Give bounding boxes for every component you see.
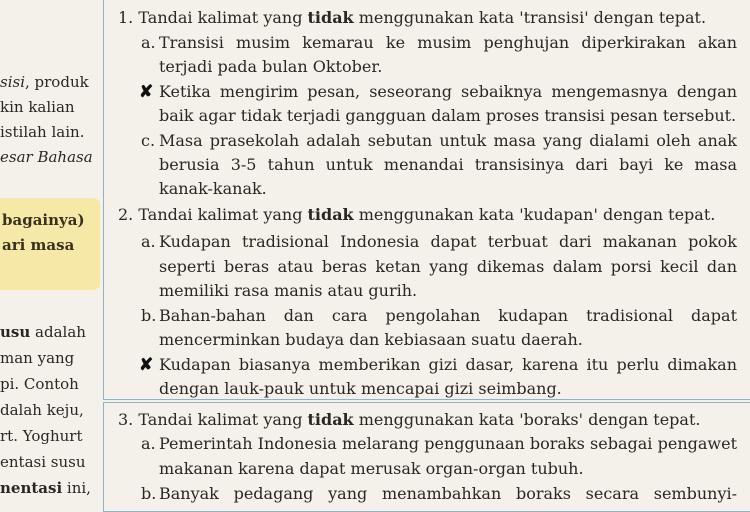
- question-1-prompt-after: menggunakan kata 'transisi' dengan tepat.: [353, 8, 707, 27]
- q2-option-a-line-3: memiliki rasa manis atau gurih.: [159, 281, 418, 300]
- callout-line-2: ari masa: [2, 236, 75, 254]
- left-lower-line-4: dalah keju,: [0, 401, 84, 419]
- left-lower-line-2: man yang: [0, 349, 75, 367]
- q2-option-c-line-1: Kudapan biasanya memberikan gizi dasar, karena itu perlu dimakan: [159, 355, 737, 374]
- left-line-1-italic: sisi: [0, 73, 25, 91]
- question-2-prompt-after: menggunakan kata 'kudapan' dengan tepat.: [353, 205, 716, 224]
- left-lower-line-1: usu adalah: [0, 323, 86, 341]
- callout-box: [0, 198, 100, 290]
- q1-option-c-line-2: berusia 3-5 tahun untuk menandai transisinya dari bayi ke masa: [159, 155, 737, 174]
- left-column: [0, 0, 100, 500]
- left-line-4: esar Bahasa: [0, 148, 93, 166]
- q1-option-a-marker: a.: [141, 33, 156, 52]
- q1-option-b-line-1: Ketika mengirim pesan, seseorang sebaiknya mengemasnya dengan: [159, 82, 737, 101]
- q1-option-b-line-2: baik agar tidak terjadi gangguan dalam proses transisi pesan tersebut.: [159, 106, 737, 125]
- question-2-prompt-bold: tidak: [307, 205, 354, 224]
- q1-option-c-marker: c.: [141, 131, 156, 150]
- q2-option-a-line-2: seperti beras atau beras ketan yang dikemas dalam porsi kecil dan: [159, 257, 737, 276]
- q3-option-b-line-1: Banyak pedagang yang menambahkan boraks secara sembunyi-: [159, 484, 737, 503]
- question-3-prompt-after: menggunakan kata 'boraks' dengan tepat.: [353, 410, 701, 429]
- q3-option-a-marker: a.: [141, 434, 156, 453]
- q3-option-a-line-1: Pemerintah Indonesia melarang penggunaan boraks sebagai pengawet: [159, 434, 737, 453]
- question-1-prompt: [118, 6, 706, 30]
- q1-option-a-line-1: Transisi musim kemarau ke musim penghujan diperkirakan akan: [159, 33, 737, 52]
- x-cross-icon: ✘: [139, 82, 154, 102]
- q2-option-a-marker: a.: [141, 232, 156, 251]
- question-3-number: 3.: [118, 410, 134, 429]
- q1-option-c-line-1: Masa prasekolah adalah sebutan untuk masa yang dialami oleh anak: [159, 131, 737, 150]
- question-2-prompt: [118, 203, 715, 227]
- q3-option-b-marker: b.: [141, 484, 157, 503]
- q2-option-c-line-2: dengan lauk-pauk untuk mencapai gizi seimbang.: [159, 379, 562, 398]
- q3-option-a-line-2: makanan karena dapat merusak organ-organ tubuh.: [159, 459, 584, 478]
- q2-option-b-marker: b.: [141, 306, 157, 325]
- question-2-number: 2.: [118, 205, 134, 224]
- left-lower-line-3: pi. Contoh: [0, 375, 79, 393]
- left-line-3: istilah lain.: [0, 123, 85, 141]
- question-3-prompt-before: Tandai kalimat yang: [138, 410, 308, 429]
- left-lower-line-7: nentasi ini,: [0, 479, 91, 497]
- x-cross-icon: ✘: [139, 355, 154, 375]
- left-line-2: kin kalian: [0, 98, 75, 116]
- q1-option-c-line-3: kanak-kanak.: [159, 179, 267, 198]
- question-1-number: 1.: [118, 8, 134, 27]
- q2-option-b-line-2: mencerminkan budaya dan kebiasaan suatu daerah.: [159, 330, 583, 349]
- left-line-1: sisi, produk: [0, 73, 89, 91]
- question-3-prompt-bold: tidak: [307, 410, 354, 429]
- q1-option-a-line-2: terjadi pada bulan Oktober.: [159, 57, 383, 76]
- left-lower-line-5: rt. Yoghurt: [0, 427, 83, 445]
- left-lower-line-6: entasi susu: [0, 453, 86, 471]
- q2-option-a-line-1: Kudapan tradisional Indonesia dapat terbuat dari makanan pokok: [159, 232, 737, 251]
- question-1-prompt-bold: tidak: [307, 8, 354, 27]
- q2-option-b-line-1: Bahan-bahan dan cara pengolahan kudapan tradisional dapat: [159, 306, 737, 325]
- callout-line-1: bagainya): [2, 211, 85, 229]
- question-3-prompt: [118, 408, 700, 432]
- question-2-prompt-before: Tandai kalimat yang: [138, 205, 308, 224]
- question-1-prompt-before: Tandai kalimat yang: [138, 8, 308, 27]
